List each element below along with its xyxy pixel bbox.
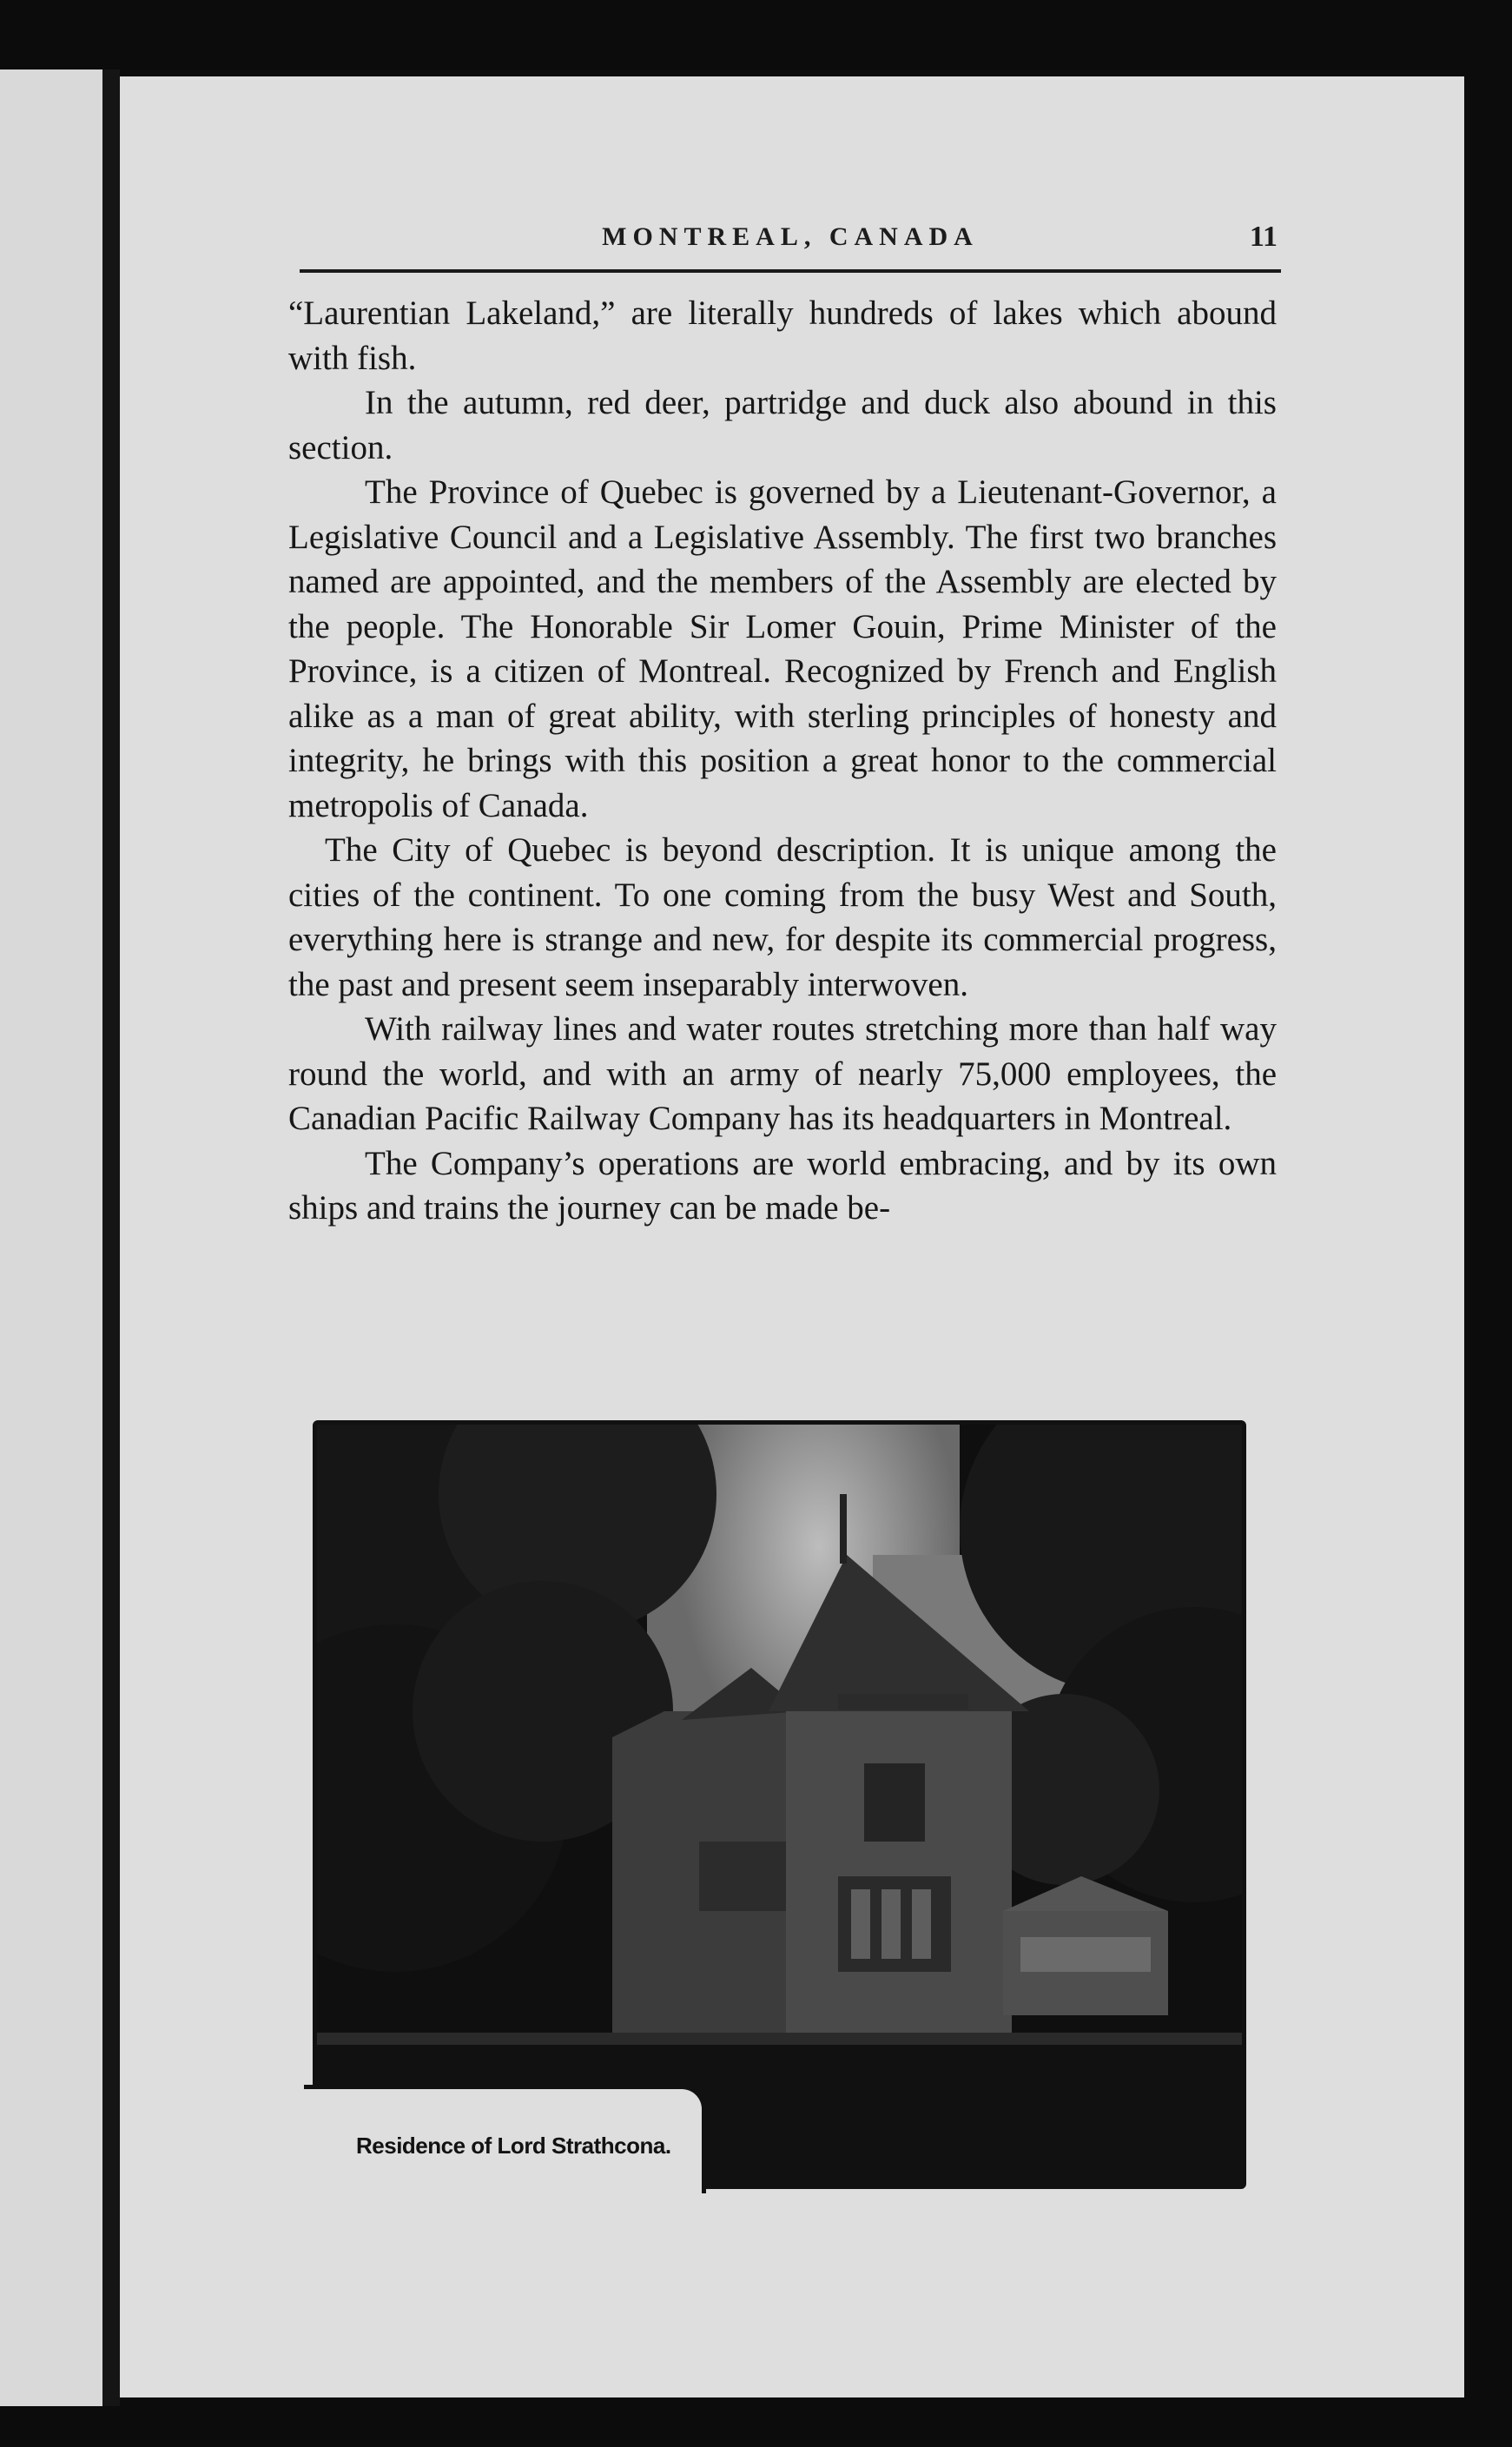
page-number: 11 — [1249, 221, 1278, 253]
paragraph: “Laurentian Lakeland,” are literally hundreds of lakes which abound with fish. — [288, 294, 1277, 377]
paragraph: The Company’s operations are world embracing, and by its own ships and trains the journey can be made be- — [288, 1144, 1277, 1227]
header-title: MONTREAL, CANADA — [602, 222, 979, 251]
body-text — [288, 291, 1277, 1231]
paragraph: In the autumn, red deer, partridge and duck also abound in this section. — [288, 384, 1277, 466]
book-gutter — [102, 69, 120, 2406]
house-illustration — [317, 1425, 1242, 2185]
running-header — [300, 217, 1281, 273]
residence-photo — [313, 1420, 1246, 2189]
paragraph: With railway lines and water routes stretching more than half way round the world, and with an army of nearly 75,000 employees, the Canadian Pacific Railway Company has its headquarters in Montreal. — [288, 1010, 1277, 1137]
left-page-edge — [0, 69, 109, 2406]
paragraph: The Province of Quebec is governed by a Lieutenant-Governor, a Legislative Council and a Legislative Assembly. The first two branches named are appointed, and the members of the Assembly are elected by the people. The Honorable Sir Lomer Gouin, Prime Minister of the Province, is a citizen of Montreal. Recognized by French and English alike as a man of great ability, with sterling principles of honesty and integrity, he brings with this position a great honor to the commercial metropolis of Canada. — [288, 473, 1277, 824]
photo-caption: Residence of Lord Strathcona. — [356, 2133, 671, 2159]
paragraph: The City of Quebec is beyond description. It is unique among the cities of the continent. To one coming from the busy West and South, everything here is strange and new, for despite its commercial progress, the past and present seem inseparably interwoven. — [288, 831, 1277, 1003]
